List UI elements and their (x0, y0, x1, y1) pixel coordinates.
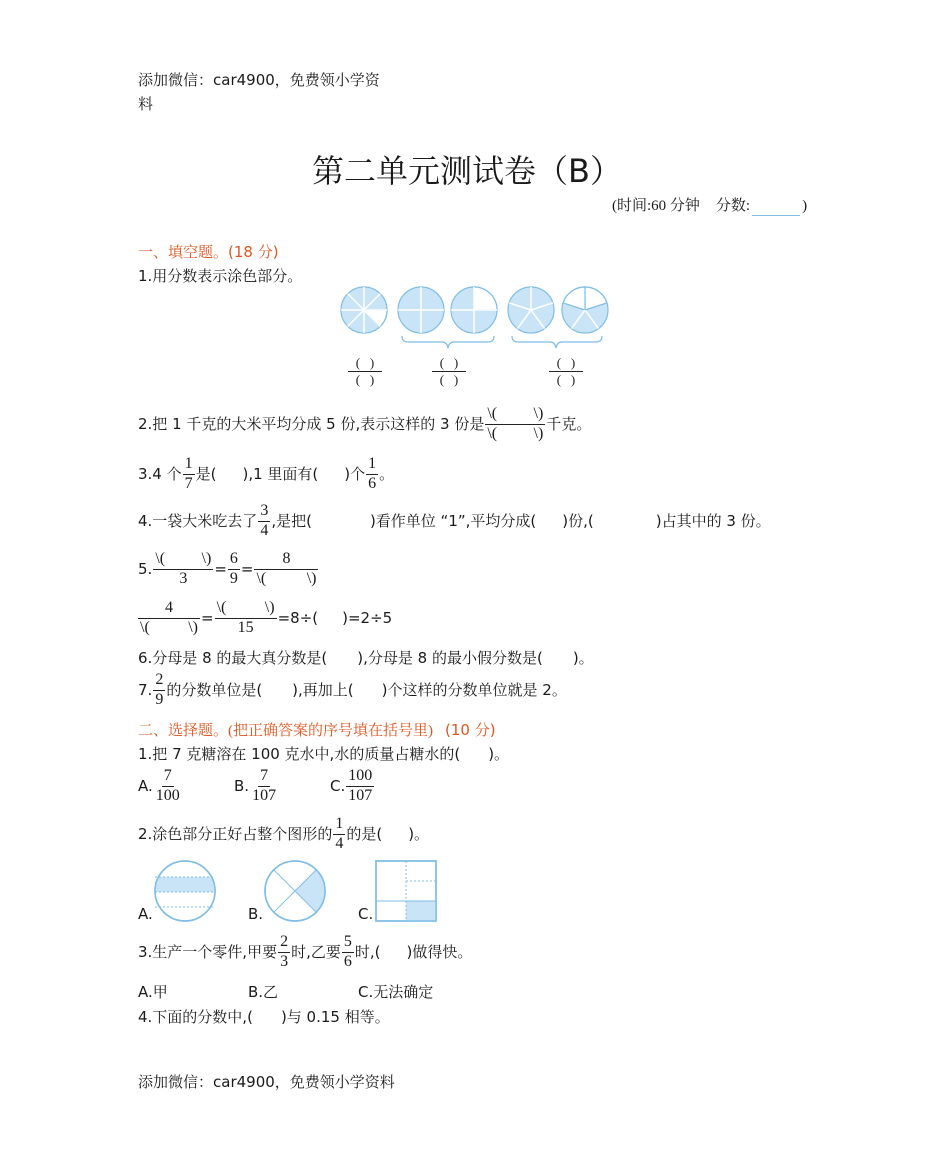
q5-line1: 5. \( \) 3 = $\frac{6}{9}$ = 8 \( \) (138, 550, 317, 587)
s2-q3: 3.生产一个零件,甲要 $\frac{2}{3}$ 时,乙要 $\frac{5}{6}$ 时,( )做得快。 (138, 933, 473, 970)
brace-2 (512, 336, 602, 348)
s2-q3-option-b[interactable]: B.乙 (248, 983, 279, 1001)
brace-1 (402, 336, 494, 348)
watermark-top-line1: 添加微信：car4900，免费领小学资 (138, 71, 380, 89)
s2-q3-option-a[interactable]: A.甲 (138, 983, 168, 1001)
s2-q3-option-c[interactable]: C.无法确定 (358, 983, 434, 1001)
s2-q1-option-c[interactable]: C. $\frac{100}{107}$ (330, 767, 373, 804)
q1-answer-1[interactable]: $\frac{( )}{( )}$ (347, 356, 383, 386)
s2-q2-figures (150, 858, 450, 928)
q1-text: 1.用分数表示涂色部分。 (138, 267, 303, 285)
section1-heading: 一、填空题。(18 分) (138, 243, 279, 261)
s2-q1-option-a[interactable]: A. $\frac{7}{100}$ (138, 767, 180, 804)
q5-line2: 4 \( \) = \( \) 15 =8÷( )=2÷5 (140, 599, 393, 636)
watermark-top-line2: 料 (138, 95, 154, 113)
q3-fraction-1: $\frac{1}{7}$ (184, 455, 193, 492)
s2-q2-option-b-label[interactable]: B. (248, 905, 264, 923)
watermark-top (138, 68, 380, 116)
q5-fraction-3[interactable]: 8 \( \) (256, 550, 317, 587)
time-limit: (时间:60 分钟 (612, 198, 700, 214)
q7-fraction: $\frac{2}{9}$ (155, 671, 164, 708)
score-label: 分数: (715, 198, 751, 214)
watermark-bottom: 添加微信：car4900，免费领小学资料 (138, 1073, 395, 1091)
q5-fraction-4[interactable]: 4 \( \) (140, 599, 198, 636)
s2-q2: 2.涂色部分正好占整个图形的 $\frac{1}{4}$ 的是( )。 (138, 815, 430, 852)
figure-b-circle-x (265, 861, 325, 921)
circle-eighths (341, 287, 387, 333)
s2-q4: 4.下面的分数中,( )与 0.15 相等。 (138, 1008, 390, 1026)
score-blank[interactable] (752, 198, 800, 216)
q6: 6.分母是 8 的最大真分数是( ),分母是 8 的最小假分数是( )。 (138, 649, 594, 667)
s2-q1-text: 1.把 7 克糖溶在 100 克水中,水的质量占糖水的( )。 (138, 745, 510, 763)
q7: 7. $\frac{2}{9}$ 的分数单位是( ),再加上( )个这样的分数单位就是 2。 (138, 671, 567, 708)
figure-c-square (376, 861, 436, 921)
s2-q2-option-c-label[interactable]: C. (358, 905, 374, 923)
q4-fraction: $\frac{3}{4}$ (260, 502, 269, 539)
q3: 3.4 个 $\frac{1}{7}$ 是( ),1 里面有( )个 $\frac{1}{6}$ 。 (138, 455, 395, 492)
figure-a-circle-band (154, 861, 216, 921)
q5-fraction-5[interactable]: \( \) 15 (216, 599, 275, 636)
circle-fifths-three (562, 287, 608, 333)
circle-three-quarters (451, 287, 497, 333)
q1-answer-3[interactable]: $\frac{( )}{( )}$ (548, 356, 584, 386)
exam-meta: (时间:60 分钟 分数: ) (612, 198, 808, 214)
q2-fraction-blank[interactable]: \( \) \( \) (487, 405, 544, 442)
q3-fraction-2: $\frac{1}{6}$ (368, 455, 377, 492)
q4: 4.一袋大米吃去了 $\frac{3}{4}$ ,是把( )看作单位 “1”,平均分成( )份,( )占其中的 3 份。 (138, 502, 771, 539)
circle-fifths-full (508, 287, 554, 333)
s2-q1-option-b[interactable]: B. $\frac{7}{107}$ (234, 767, 277, 804)
s2-q2-option-a-label[interactable]: A. (138, 905, 153, 923)
q2: 2.把 1 千克的大米平均分成 5 份,表示这样的 3 份是 \( \) \( \) 千克。 (138, 405, 592, 442)
q5-fraction-1[interactable]: \( \) 3 (155, 550, 212, 587)
circle-whole (398, 287, 444, 333)
section2-heading: 二、选择题。(把正确答案的序号填在括号里) (10 分) (138, 721, 496, 739)
page-title: 第二单元测试卷（B） (312, 152, 622, 190)
q1-answer-2[interactable]: $\frac{( )}{( )}$ (431, 356, 467, 386)
q5-fraction-2: $\frac{6}{9}$ (229, 550, 238, 587)
